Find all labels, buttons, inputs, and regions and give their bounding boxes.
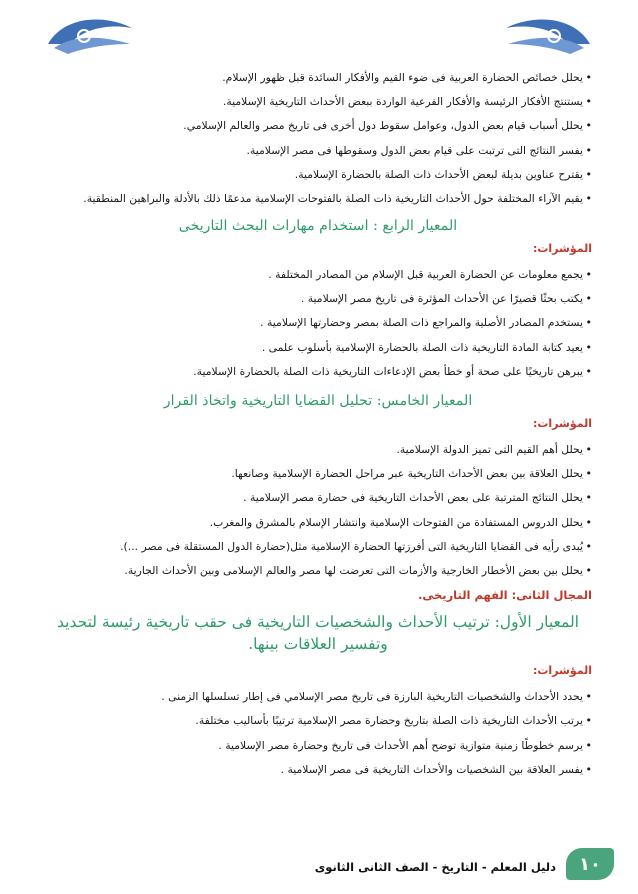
list-item: • يقترح عناوين بديلة لبعض الأحداث ذات الصلة بالحضارة الإسلامية. [44,163,592,187]
page-number-badge [566,848,614,880]
list-item: • يستنتج الأفكار الرئيسة والأفكار الفرعية الواردة ببعض الأحداث التاريخية الإسلامية. [44,90,592,114]
list-item: • يحدد الأحداث والشخصيات التاريخية البارزة فى تاريخ مصر الإسلامي فى إطار تسلسلها الزمنى . [44,685,592,709]
list-item: • يفسر العلاقة بين الشخصيات والأحداث التاريخية فى مصر الإسلامية . [44,758,592,782]
indicators-5-list [44,438,592,583]
page-number: ١٠ [579,853,601,875]
list-item: • يحلل النتائج المترتبة على بعض الأحداث التاريخية فى حضارة مصر الإسلامية . [44,486,592,510]
standard-5-heading: المعيار الخامس: تحليل القضايا التاريخية واتخاذ القرار [163,393,473,410]
indicators-1-list [44,685,592,782]
indicators-label: المؤشرات: [532,664,592,678]
list-item: • يحلل بين بعض الأخطار الخارجية والأزمات التى تعرضت لها مصر والعالم الإسلامى وبين الأحداث الجارية. [44,559,592,583]
list-item: • يرسم خطوطًا زمنية متوازية توضح أهم الأحداث فى تاريخ وحضارة مصر الإسلامية . [44,734,592,758]
standard-4-heading: المعيار الرابع : استخدام مهارات البحث التاريخى [178,218,458,235]
section1-list [44,66,592,209]
field-2-heading: المجال الثانى: الفهم التاريخى. [417,588,592,603]
list-item: • يعيد كتابة المادة التاريخية ذات الصلة بالحضارة الإسلامية بأسلوب علمى . [44,336,592,360]
list-item: • يفسر النتائج التى ترتبت على قيام بعض الدول وسقوطها فى مصر الإسلامية. [44,139,592,163]
list-item: • يستخدم المصادر الأصلية والمراجع ذات الصلة بمصر وحضارتها الإسلامية . [44,311,592,335]
page-content [44,66,592,782]
footer-title: دليل المعلم - التاريخ - الصف الثانى الثانوى [314,860,556,874]
list-item: • يحلل الدروس المستفادة من الفتوحات الإسلامية وانتشار الإسلام بالمشرق والمغرب. [44,511,592,535]
standard-1-heading: المعيار الأول: ترتيب الأحداث والشخصيات التاريخية فى حقب تاريخية رئيسة لتحديد وتفسير العلاقات بينها. [57,613,579,654]
page-footer [20,846,614,880]
list-item: • يحلل أهم القيم التى تميز الدولة الإسلامية. [44,438,592,462]
indicators-label: المؤشرات: [532,417,592,431]
list-item: • يكتب بحثًا قصيرًا عن الأحداث المؤثرة فى تاريخ مصر الإسلامية . [44,287,592,311]
list-item: • يُبدى رأيه فى القضايا التاريخية التى أفرزتها الحضارة الإسلامية مثل(حضارة الدول المستقلة فى مصر ...). [44,535,592,559]
list-item: • يرتب الأحداث التاريخية ذات الصلة بتاريخ وحضارة مصر الإسلامية ترتيبًا بأساليب مختلفة. [44,709,592,733]
list-item: • يجمع معلومات عن الحضارة العربية قبل الإسلام من المصادر المختلفة . [44,263,592,287]
list-item: • يقيم الآراء المختلفة حول الأحداث التاريخية ذات الصلة بالفتوحات الإسلامية مدعمًا ذلك بالأدلة والبراهين المنطقية. [44,189,592,209]
indicators-4-list [44,263,592,384]
list-item: • يبرهن تاريخيًا على صحة أو خطأ بعض الإدعاءات التاريخية ذات الصلة بالحضارة الإسلامية. [44,360,592,384]
indicators-label: المؤشرات: [532,242,592,256]
right-ornament-icon [502,14,594,58]
list-item: • يحلل أسباب قيام بعض الدول، وعوامل سقوط دول أخرى فى تاريخ مصر والعالم الإسلامي. [44,114,592,138]
list-item: • يحلل العلاقة بين بعض الأحداث التاريخية عبر مراحل الحضارة الإسلامية وصانعها. [44,462,592,486]
list-item: • يحلل خصائص الحضارة العربية فى ضوء القيم والأفكار السائدة قبل ظهور الإسلام. [44,66,592,90]
left-ornament-icon [44,14,136,58]
